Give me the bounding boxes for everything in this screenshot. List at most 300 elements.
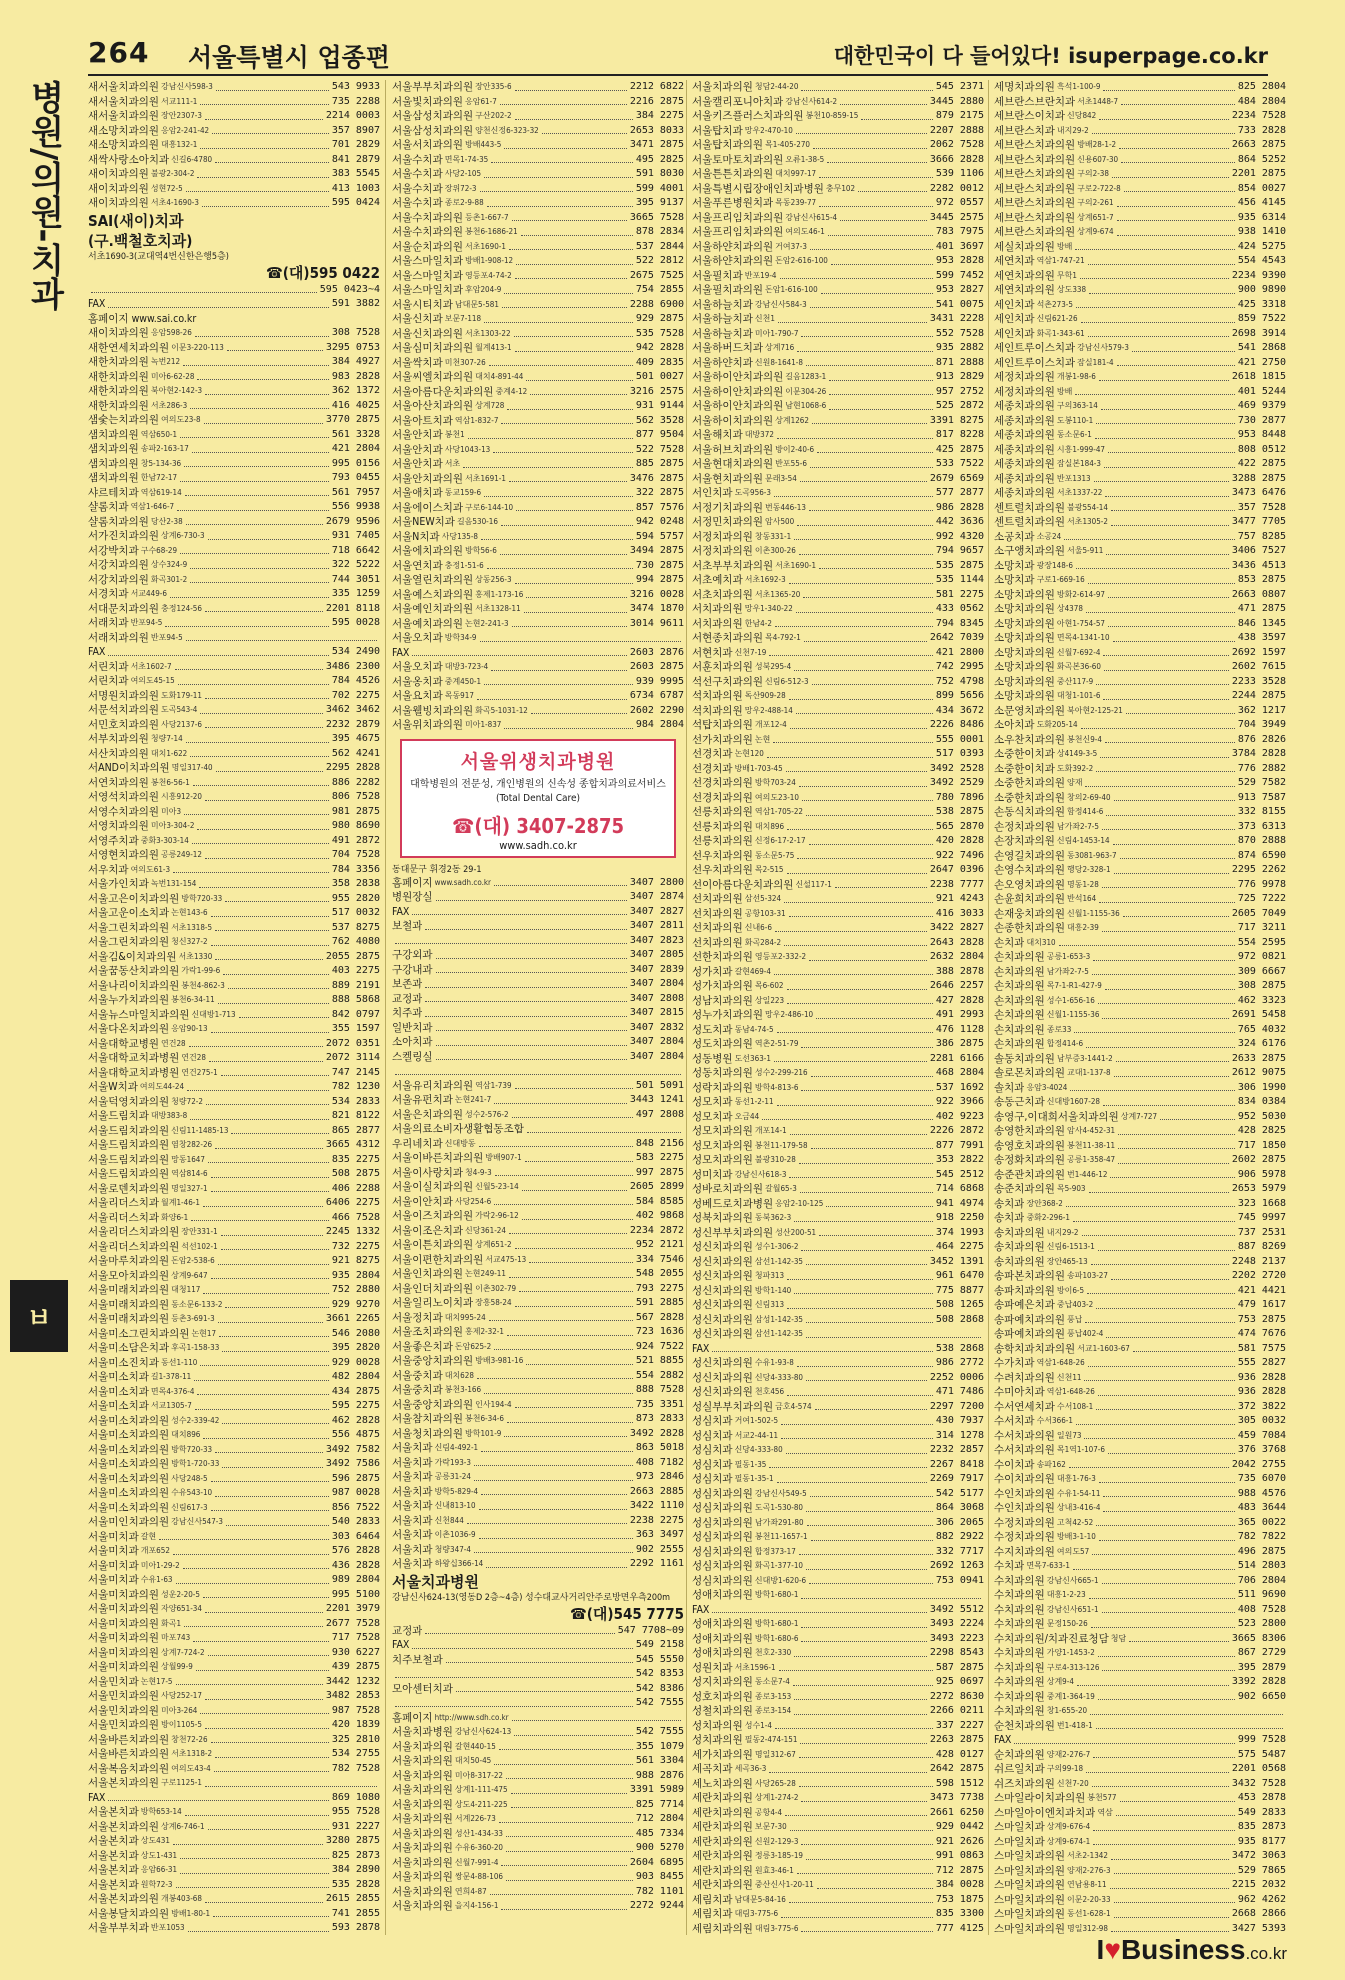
listing-phone: 3280 2875 xyxy=(325,1835,380,1846)
listing-address: 대청1-101-6 xyxy=(1056,691,1101,700)
listing-name: 서울이실치과의원 xyxy=(392,1181,474,1193)
leader-dots xyxy=(801,1588,981,1599)
leader-dots xyxy=(500,544,627,555)
leader-dots xyxy=(501,515,633,526)
listing-address: 화곡1-377-10 xyxy=(754,1561,803,1570)
leader-dots xyxy=(801,1791,926,1802)
listing-row xyxy=(88,1080,380,1095)
listing-name: 스마일치과 xyxy=(994,1821,1045,1833)
listing-phone: 2202 2720 xyxy=(1231,1270,1286,1281)
listing-address: 신천11 xyxy=(1056,1372,1082,1382)
listing-name: 서래치과의원 xyxy=(88,631,149,644)
listing-address: 목2-515 xyxy=(754,865,784,874)
listing-phone: 365 0022 xyxy=(1237,1516,1286,1528)
listing-phone: 555 2827 xyxy=(1237,1357,1286,1368)
listing-address: 서초1690-1 xyxy=(465,241,506,251)
leader-dots xyxy=(1126,704,1235,715)
leader-dots xyxy=(205,689,329,700)
listing-name: 서연치과의원 xyxy=(88,776,149,789)
leader-dots xyxy=(787,1385,933,1396)
listing-row xyxy=(692,254,984,269)
listing-phone: 3407 2804 xyxy=(629,1050,684,1062)
leader-dots xyxy=(1111,1849,1229,1860)
listing-phone: 737 2531 xyxy=(1237,1226,1286,1238)
listing-address: 필동1-35 xyxy=(734,1459,767,1469)
leader-dots xyxy=(1103,1501,1234,1512)
listing-phone: 2234 2872 xyxy=(629,1224,684,1236)
listing-name: 서울치과의원 xyxy=(392,1885,453,1898)
leader-dots xyxy=(789,1168,932,1179)
listing-address: 녹번131-154 xyxy=(150,879,197,888)
leader-dots xyxy=(1093,1835,1235,1846)
listing-address: 논현143-6 xyxy=(171,908,208,917)
listing-row xyxy=(994,921,1286,936)
listing-name: 서울하늘치과 xyxy=(692,327,753,340)
listing-name: 서울그린치과의원 xyxy=(88,936,170,948)
listing-address: 강남신사584-3 xyxy=(754,299,807,309)
listing-row xyxy=(994,675,1286,690)
leader-dots xyxy=(222,1414,329,1425)
listing-row xyxy=(392,1841,684,1856)
listing-phone: 2298 8543 xyxy=(929,1647,984,1658)
listing-name: 손영길치과의원 xyxy=(994,849,1066,862)
leader-dots xyxy=(209,1051,323,1062)
listing-row xyxy=(994,1400,1286,1415)
listing-name: 수가치과 xyxy=(994,1357,1035,1369)
listing-row xyxy=(692,1023,984,1038)
listing-name: 소구앵치과의원 xyxy=(994,545,1066,557)
listing-address: 구로2-722-8 xyxy=(1077,183,1121,193)
listing-phone: 409 2835 xyxy=(635,356,684,368)
leader-dots xyxy=(1082,1226,1235,1237)
leader-dots xyxy=(205,718,323,729)
listing-name: 서울그린치과의원 xyxy=(88,921,170,934)
listing-row xyxy=(392,1682,684,1697)
listing-name: 서울미소치과의원 xyxy=(88,1443,170,1456)
listing-name: 서울웰빙치과의원 xyxy=(392,704,474,717)
listing-name: 수이치과 xyxy=(994,1458,1035,1471)
listing-address: 중계1-364-19 xyxy=(1046,1691,1095,1701)
listing-address: 강남신사547-3 xyxy=(171,1517,223,1526)
leader-dots xyxy=(1117,225,1235,236)
listing-name: 서울미래치과의원 xyxy=(88,1284,170,1296)
listing-row xyxy=(392,370,684,385)
leader-dots xyxy=(1113,631,1235,642)
listing-address: 반포94-5 xyxy=(130,618,163,627)
listing-phone: 961 6470 xyxy=(935,1270,984,1281)
listing-address: 동소문5-75 xyxy=(754,850,795,860)
leader-dots xyxy=(794,1284,933,1295)
listing-phone: 534 2833 xyxy=(331,1095,380,1107)
listing-phone: 537 2844 xyxy=(635,240,684,252)
listing-name: 선치과의원 xyxy=(692,907,743,920)
listing-phone: 717 7528 xyxy=(331,1632,380,1643)
listing-name: 서울바른치과의원 xyxy=(88,1733,170,1746)
listing-address: 월계1-46-1 xyxy=(161,1198,200,1207)
listing-address: 수서108-1 xyxy=(1056,1401,1094,1411)
listing-address: 구산202-2 xyxy=(475,111,512,120)
listing-phone: 482 2804 xyxy=(331,1371,380,1382)
leader-dots xyxy=(506,1769,633,1780)
leader-dots xyxy=(831,254,933,265)
leader-dots xyxy=(1111,1269,1229,1280)
listing-phone: 972 0557 xyxy=(935,197,984,208)
listing-name: 서울인치과의원 xyxy=(392,1268,464,1280)
listing-name: 샘치과의원 xyxy=(88,472,139,484)
listing-phone: 887 8269 xyxy=(1237,1241,1286,1252)
listing-address: 구로6-144-10 xyxy=(465,502,514,512)
leader-dots xyxy=(190,399,329,410)
listing-address: 신월5-23-14 xyxy=(475,1182,519,1191)
leader-dots xyxy=(786,1443,927,1454)
leader-dots xyxy=(1102,1603,1235,1614)
listing-address: 논현249-11 xyxy=(465,1269,506,1278)
leader-dots xyxy=(212,124,329,135)
listing-name: 새소망치과의원 xyxy=(88,139,160,151)
listing-row xyxy=(692,95,984,110)
index-tab[interactable]: ㅂ xyxy=(10,1280,68,1352)
listing-phone: 549 2158 xyxy=(635,1639,684,1650)
listing-address: http://www.sdh.co.kr xyxy=(434,1712,509,1722)
listing-phone: 3422 2827 xyxy=(929,922,984,933)
listing-phone: 2615 2855 xyxy=(325,1893,380,1904)
leader-dots xyxy=(474,1470,633,1481)
listing-address: 청량7-14 xyxy=(150,734,183,743)
listing-address: 신월1-1155-36 xyxy=(1046,1010,1100,1019)
leader-dots xyxy=(819,559,933,570)
listing-name: 성심치과의원 xyxy=(692,1502,753,1514)
listing-address: 강남신사579-3 xyxy=(1077,343,1129,352)
listing-phone: 706 2804 xyxy=(1237,1574,1286,1586)
listing-row xyxy=(88,1892,380,1907)
listing-name: 성동치과의원 xyxy=(692,1067,753,1079)
listing-name: 송영구,이대희서울치과의원 xyxy=(994,1110,1119,1123)
listing-phone: 900 9890 xyxy=(1237,284,1286,295)
listing-row xyxy=(692,1052,984,1067)
leader-dots xyxy=(530,385,627,396)
listing-address: 보문7-30 xyxy=(754,1822,787,1831)
listing-address: 종로3-153 xyxy=(754,1691,792,1701)
listing-phone: 899 5656 xyxy=(935,690,984,701)
leader-dots xyxy=(211,906,329,917)
listing-row xyxy=(692,820,984,835)
leader-dots xyxy=(1075,240,1235,251)
listing-address: 종로2-9-88 xyxy=(444,198,484,207)
listing-phone: 725 7222 xyxy=(1237,893,1286,904)
listing-phone: 358 2838 xyxy=(331,878,380,889)
listing-phone: 730 2875 xyxy=(635,559,684,571)
listing-name: 세연치과 xyxy=(994,255,1035,267)
listing-phone: 922 7496 xyxy=(935,849,984,861)
listing-address: 장안368-2 xyxy=(1026,1198,1063,1208)
listing-name: 세란치과의원 xyxy=(692,1792,753,1804)
listing-name: 소망치과의원 xyxy=(994,690,1055,702)
leader-dots xyxy=(777,1095,933,1106)
listing-row xyxy=(88,413,380,428)
listing-phone: 497 2808 xyxy=(635,1108,684,1120)
listing-name: 송파치과의원 xyxy=(994,1284,1055,1297)
listing-name: 서울미치과의원 xyxy=(88,1632,160,1644)
listing-phone: 420 2828 xyxy=(935,835,984,846)
listing-phone: 2692 1263 xyxy=(929,1560,984,1571)
leader-dots xyxy=(1108,617,1235,628)
listing-row xyxy=(392,977,684,992)
listing-row xyxy=(88,834,380,849)
listing-address: 방화2-614-97 xyxy=(1056,589,1105,599)
listing-name: 손윤희치과의원 xyxy=(994,893,1066,905)
listing-name: 서울마루치과의원 xyxy=(88,1255,170,1267)
leader-dots xyxy=(1075,385,1235,396)
listing-row xyxy=(392,1296,684,1311)
listing-phone: 485 7334 xyxy=(635,1827,684,1839)
leader-dots xyxy=(811,1066,933,1077)
column-divider xyxy=(686,80,687,1935)
listing-phone: 3422 1110 xyxy=(629,1500,684,1511)
listing-name: 서인치과 xyxy=(692,487,733,499)
listing-name: 서울나리이치과의원 xyxy=(88,979,180,992)
listing-address: 남대문5-84-16 xyxy=(734,1894,786,1904)
listing-address: 응암90-13 xyxy=(171,1024,208,1033)
listing-name: 세브란스치과 xyxy=(994,124,1055,137)
leader-dots xyxy=(515,1238,633,1249)
listing-name: 서울스마일치과 xyxy=(392,284,464,296)
listing-row xyxy=(392,1812,684,1827)
ad-url[interactable]: www.sadh.co.kr xyxy=(499,838,577,852)
listing-phone: 335 1259 xyxy=(331,588,380,599)
leader-dots xyxy=(218,993,329,1004)
listing-row xyxy=(392,1740,684,1755)
listing-name: 성애치과의원 xyxy=(692,1647,753,1659)
listing-phone: 902 2555 xyxy=(635,1543,684,1555)
leader-dots xyxy=(1106,1327,1234,1338)
leader-dots xyxy=(521,225,633,236)
listing-name: 서문석치과의원 xyxy=(88,704,160,716)
leader-dots xyxy=(215,921,329,932)
listing-name: 서울고운이소치과 xyxy=(88,907,170,919)
listing-row xyxy=(994,1559,1286,1574)
leader-dots xyxy=(821,283,933,294)
listing-name: 서울신치과 xyxy=(392,313,443,325)
listing-name: 세곡치과 xyxy=(692,1763,733,1775)
listing-name: 서울드림치과의원 xyxy=(88,1168,170,1180)
listing-phone: 857 7576 xyxy=(635,501,684,513)
listing-row xyxy=(392,1528,684,1543)
leader-dots xyxy=(204,413,323,424)
leader-dots xyxy=(491,153,633,164)
leader-dots xyxy=(812,675,933,686)
listing-phone: 534 2755 xyxy=(331,1748,380,1759)
listing-address: 사당254-6 xyxy=(454,1196,492,1206)
listing-address: 거여1-502-5 xyxy=(734,1416,779,1425)
leader-dots xyxy=(479,1499,627,1510)
listing-row xyxy=(692,1922,984,1936)
leader-dots xyxy=(1073,1559,1235,1570)
listing-address: 여의도23-10 xyxy=(754,792,799,802)
listing-row xyxy=(994,1153,1286,1168)
listing-address: 상도431 xyxy=(140,1836,170,1845)
listing-row xyxy=(88,471,380,486)
leader-dots xyxy=(1096,1400,1235,1411)
listing-phone: 2642 2875 xyxy=(929,1763,984,1774)
listing-phone: 745 9997 xyxy=(1237,1212,1286,1223)
leader-dots xyxy=(197,819,328,830)
listing-name: 석치과의원 xyxy=(692,704,743,717)
listing-row xyxy=(392,109,684,124)
listing-name: 서울치과의원 xyxy=(692,81,753,93)
listing-phone: 997 2875 xyxy=(635,1166,684,1178)
listing-row xyxy=(692,660,984,675)
listing-name: 세종치과의원 xyxy=(994,429,1055,441)
listing-name: 서대문치과의원 xyxy=(88,602,160,615)
listing-address: 불광310-28 xyxy=(754,1155,796,1164)
listing-row xyxy=(994,1197,1286,1212)
listing-name: 소아치과 xyxy=(994,719,1035,731)
leader-dots xyxy=(1089,1588,1235,1599)
listing-row xyxy=(994,994,1286,1009)
listing-address: 봉천4-862-3 xyxy=(181,980,225,990)
listing-row xyxy=(88,1878,380,1893)
listing-row xyxy=(88,153,380,168)
leader-dots xyxy=(189,1037,323,1048)
listing-phone: 595 0028 xyxy=(331,617,380,628)
listing-name: 순치과의원 xyxy=(994,1748,1045,1761)
leader-dots xyxy=(826,1197,933,1208)
listing-row xyxy=(88,1037,380,1052)
leader-dots xyxy=(456,1682,633,1693)
listing-address: 연희4-87 xyxy=(454,1886,487,1896)
listing-name: 성모치과의원 xyxy=(692,1125,753,1137)
listing-row xyxy=(392,254,684,269)
listing-name: 손영수치과의원 xyxy=(994,864,1066,876)
listing-phone: 2207 2888 xyxy=(929,124,984,136)
listing-name: 새이치과의원 xyxy=(88,197,149,209)
listing-name: 성철치과의원 xyxy=(692,1705,753,1717)
listing-phone: 988 2876 xyxy=(635,1769,684,1781)
listing-address: 방배 xyxy=(1056,386,1073,396)
listing-address: 반석164 xyxy=(1067,894,1097,903)
listing-name: 손치과의원 xyxy=(994,951,1045,963)
listing-address: 망우2-470-10 xyxy=(744,125,793,135)
listing-row xyxy=(994,834,1286,849)
listing-row xyxy=(392,1021,684,1036)
leader-dots xyxy=(794,530,933,541)
listing-name: 세종치과의원 xyxy=(994,414,1055,427)
listing-address: 명일327-1 xyxy=(171,1183,208,1193)
listing-phone: 3492 5512 xyxy=(929,1603,984,1615)
leader-dots xyxy=(806,1327,981,1338)
leader-dots xyxy=(205,384,329,395)
listing-name: 서울인더치과의원 xyxy=(392,1282,474,1295)
featured-listing-name: 서울치과병원 xyxy=(392,1572,479,1591)
listing-name: 서울미치과 xyxy=(88,1574,139,1586)
listing-name: 서우치과 xyxy=(88,863,129,876)
listing-address: 봉천6-34-11 xyxy=(171,995,215,1004)
listing-phone: 376 3768 xyxy=(1237,1444,1286,1455)
listing-row xyxy=(994,1052,1286,1067)
listing-row xyxy=(88,1689,380,1704)
listing-row xyxy=(392,559,684,574)
listing-row xyxy=(994,1835,1286,1850)
listing-name: 소망치과의원 xyxy=(994,632,1055,644)
listing-row xyxy=(392,501,684,516)
listing-name: 서울본치과의원 xyxy=(88,1893,160,1905)
listing-row xyxy=(994,1284,1286,1299)
leader-dots xyxy=(211,1501,329,1512)
listing-name: 손치과의원 xyxy=(994,965,1045,978)
listing-name: 서울이편한치과의원 xyxy=(392,1253,484,1266)
listing-phone: 2214 0003 xyxy=(325,110,380,121)
listing-row xyxy=(392,1696,684,1711)
listing-name: 선이아름다운치과의원 xyxy=(692,878,794,891)
listing-phone: 952 2121 xyxy=(635,1239,684,1250)
listing-row xyxy=(692,1907,984,1922)
listing-name: 선릉치과의원 xyxy=(692,835,753,847)
listing-address: 도곡956-3 xyxy=(734,488,771,497)
listing-row xyxy=(692,1893,984,1908)
listing-phone: 2668 2866 xyxy=(1231,1908,1286,1919)
listing-name: 세란치과의원 xyxy=(692,1806,753,1819)
listing-address: 역삼814-6 xyxy=(171,1169,208,1178)
listing-row xyxy=(392,356,684,371)
listing-name: 새한치과의원 xyxy=(88,356,149,368)
listing-name: 구강외과 xyxy=(392,949,433,961)
listing-phone: 430 7937 xyxy=(935,1415,984,1426)
leader-dots xyxy=(1098,1385,1235,1396)
listing-address: 목1-405-270 xyxy=(765,140,810,149)
leader-dots xyxy=(794,1704,927,1715)
listing-row xyxy=(88,819,380,834)
listing-row xyxy=(692,1617,984,1632)
listing-row xyxy=(692,515,984,530)
leader-dots xyxy=(1111,1922,1229,1933)
leader-dots xyxy=(516,254,633,265)
listing-address: 역삼1-646-7 xyxy=(130,502,175,511)
leader-dots xyxy=(1105,979,1235,990)
listing-row xyxy=(88,1457,380,1472)
leader-dots xyxy=(446,1653,633,1664)
leader-dots xyxy=(215,153,329,164)
site-slogan: 대한민국이 다 들어있다! isuperpage.co.kr xyxy=(833,44,1268,68)
leader-dots xyxy=(425,992,626,1003)
listing-address: 등촌3-691-3 xyxy=(171,1314,215,1323)
listing-address: 신천844 xyxy=(434,1515,464,1525)
listing-name: 세실치과의원 xyxy=(994,240,1055,253)
listing-name: 서울미치과 xyxy=(88,1545,139,1557)
listing-phone: 2692 1597 xyxy=(1231,646,1286,658)
listing-address: 이문3-220-113 xyxy=(171,342,224,352)
listing-address: 방학34-9 xyxy=(444,633,477,642)
leader-dots xyxy=(1076,559,1229,570)
listing-row xyxy=(88,1921,380,1935)
listing-phone: 929 0028 xyxy=(331,1356,380,1368)
listing-phone: 3493 2223 xyxy=(929,1632,984,1644)
listing-name: 성심치과의원 xyxy=(692,1545,753,1558)
listing-name: 서울이조은치과 xyxy=(392,1224,464,1237)
listing-row xyxy=(392,646,684,661)
listing-name: 송치과 xyxy=(994,1197,1025,1210)
listing-row xyxy=(88,1515,380,1530)
listing-name: 서울예스치과의원 xyxy=(392,588,474,601)
listing-row xyxy=(88,573,380,588)
leader-dots xyxy=(192,834,329,845)
listing-phone: 821 8122 xyxy=(331,1110,380,1121)
listing-address: 서초1448-7 xyxy=(1077,96,1119,106)
listing-row xyxy=(692,1298,984,1313)
listing-address: 방학1-140 xyxy=(754,1285,792,1295)
homepage-link[interactable]: 홈페이지 www.sai.co.kr xyxy=(88,312,197,325)
listing-row xyxy=(88,1283,380,1298)
listing-name: 서울꿈동산치과의원 xyxy=(88,965,180,977)
